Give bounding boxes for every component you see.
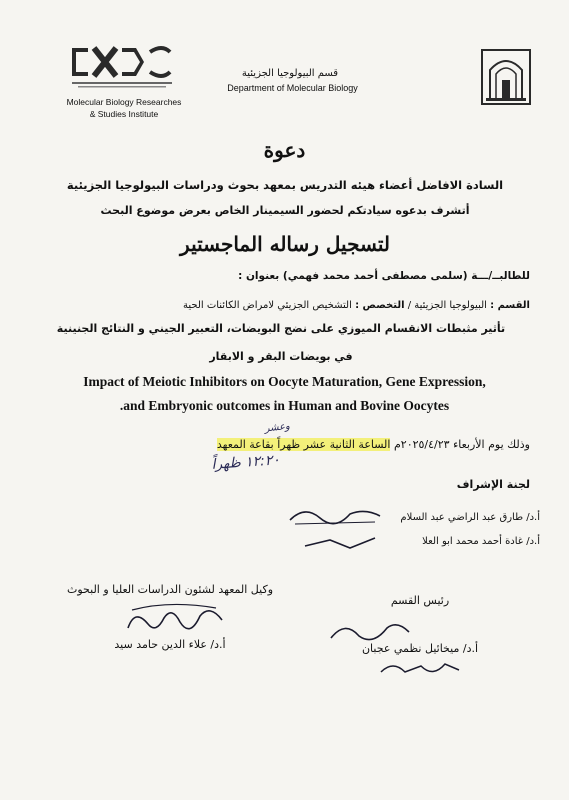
salutation: السادة الافاضل أعضاء هيئه التدريس بمعهد بحوث ودراسات البيولوجيا الجزيئية	[66, 178, 504, 192]
invitation-line: أتشرف بدعوه سيادتكم لحضور السيمينار الخاص بعرض موضوع البحث	[100, 204, 470, 217]
signature-member-2	[300, 530, 380, 554]
institute-name: Molecular Biology Researches & Studies Institute	[66, 97, 182, 119]
committee-member-2: أ.د/ غادة أحمد محمد ابو العلا	[422, 536, 540, 547]
schedule-time: الساعة الثانية عشر ظهراً بقاعة المعهد	[216, 438, 391, 451]
vice-dean-name: أ.د/ علاء الدين حامد سيد	[114, 638, 226, 651]
spec-label: التخصص :	[355, 300, 405, 311]
thesis-title-ar-2: في بويضات البقر و الابقار	[209, 350, 353, 363]
schedule-date: ٢٠٢٥/٤/٢٣م	[393, 438, 450, 451]
thesis-title-ar-1: تأثير مثبطات الانقسام الميوزي على نضج البويضات، التعبير الجيني و النتائج الجنينية	[56, 322, 506, 335]
dept-head-name: أ.د/ ميخائيل نظمي عجبان	[361, 642, 479, 655]
document-title: دعوة	[263, 138, 306, 162]
signature-member-1	[285, 500, 385, 530]
dept-head-title: رئيس القسم	[390, 594, 450, 607]
handwritten-correction: وعشر	[264, 420, 291, 435]
committee-title: لجنة الإشراف	[456, 478, 530, 491]
university-seal	[480, 48, 532, 106]
thesis-title-en-1: Impact of Meiotic Inhibitors on Oocyte Maturation, Gene Expression,	[83, 374, 486, 389]
dept-value: البيولوجيا الجزيئية /	[407, 300, 487, 311]
department-title-ar: قسم البيولوجيا الجزيئية	[241, 68, 339, 79]
institute-logo	[58, 38, 178, 94]
signature-dept-head-2	[375, 656, 465, 682]
vice-dean-title: وكيل المعهد لشئون الدراسات العليا و البحوث	[66, 583, 274, 596]
department-specialization	[90, 300, 530, 311]
handwritten-time: ١٢:٢٠ ظهراً	[211, 452, 281, 473]
committee-member-1: أ.د/ طارق عبد الراضي عبد السلام	[400, 512, 540, 523]
schedule-line	[90, 438, 530, 451]
dept-label: القسم :	[490, 300, 530, 311]
seminar-purpose: لتسجيل رساله الماجستير	[180, 232, 390, 256]
student-line: للطالبــ/ـــة (سلمى مصطفى أحمد محمد فهمي) بعنوان :	[238, 270, 530, 282]
spec-value: التشخيص الجزيئي لامراض الكائنات الحية	[182, 300, 352, 311]
department-title-en: Department of Molecular Biology	[227, 83, 358, 93]
schedule-prefix: وذلك يوم الأربعاء	[453, 438, 530, 451]
thesis-title-en-2: .and Embryonic outcomes in Human and Bovine Oocytes	[119, 398, 450, 413]
